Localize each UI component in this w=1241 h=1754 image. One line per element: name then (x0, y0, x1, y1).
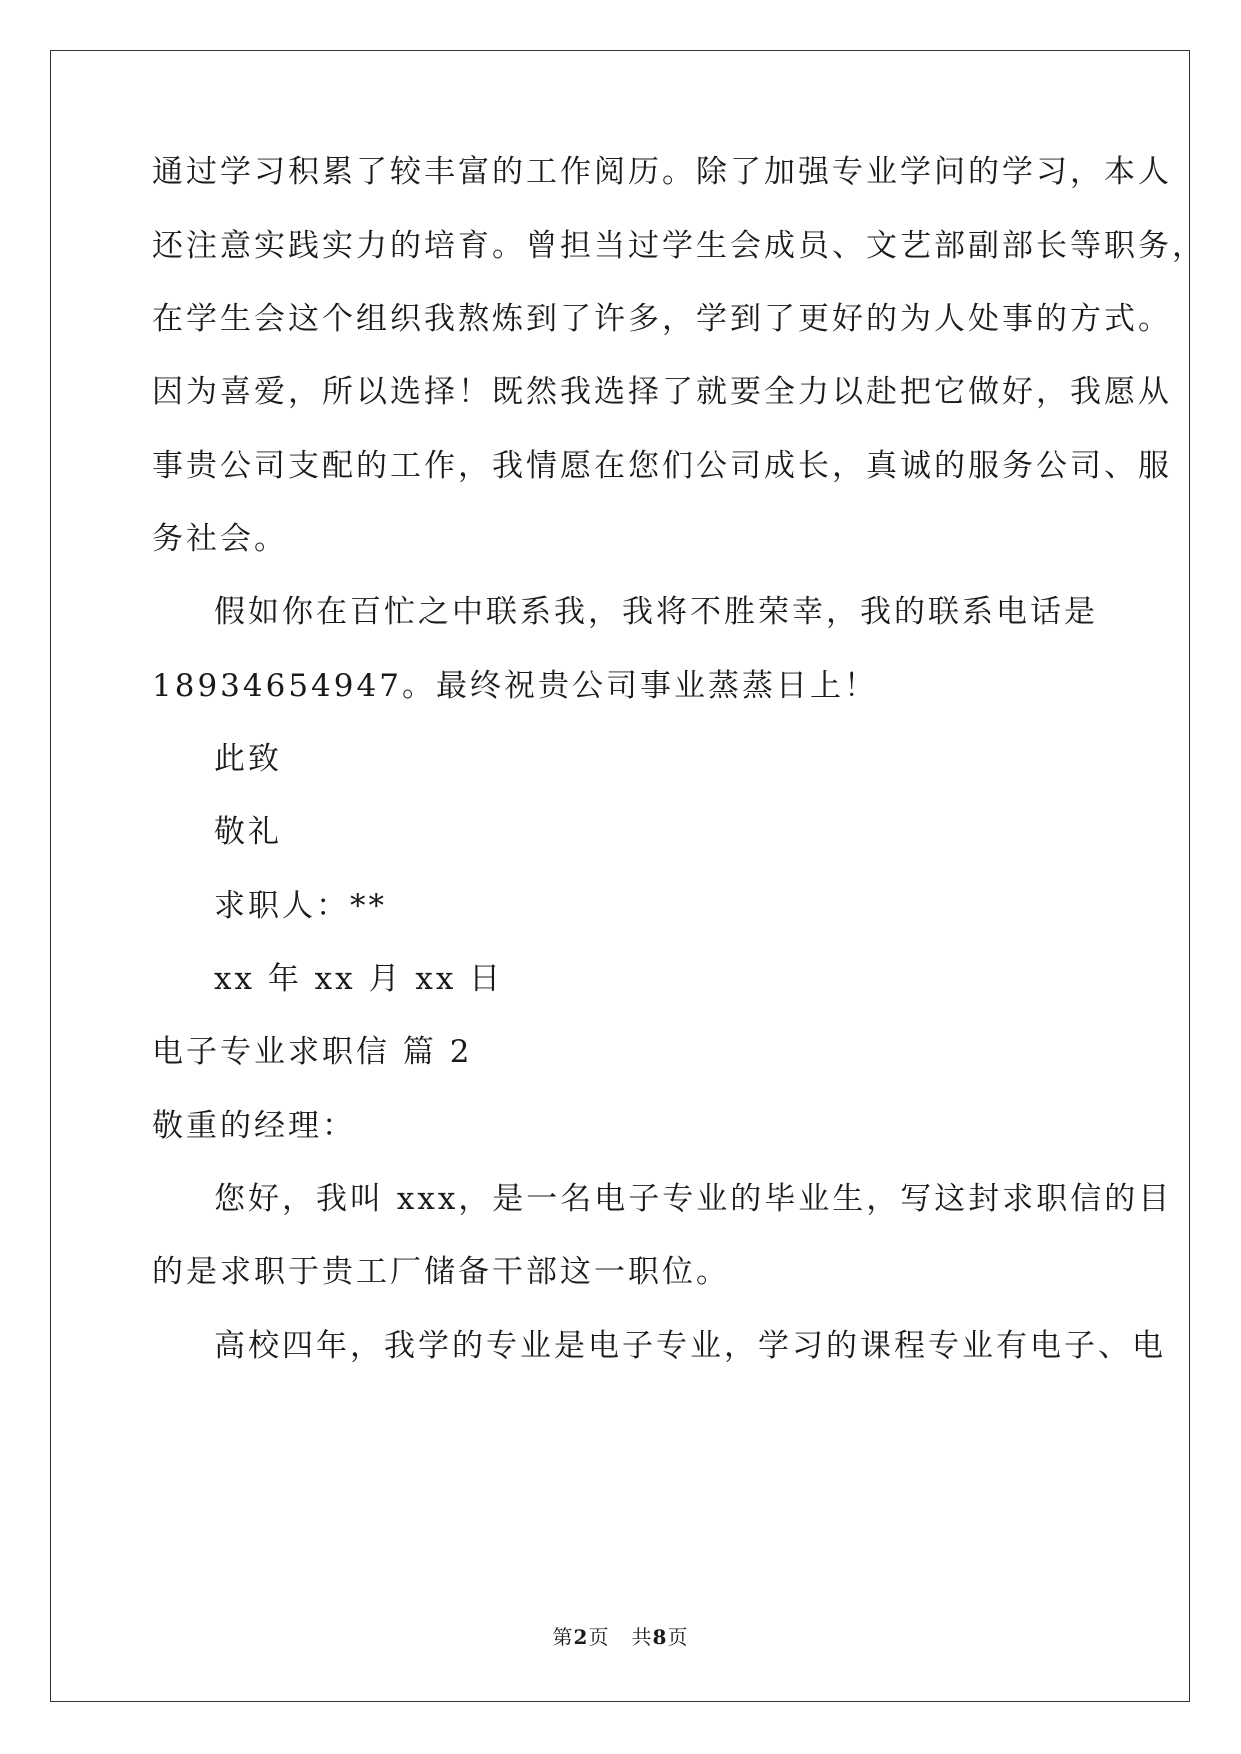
paragraph-line: 高校四年，我学的专业是电子专业，学习的课程专业有电子、电 (214, 1328, 1166, 1364)
paragraph-line: 因为喜爱，所以选择！既然我选择了就要全力以赴把它做好，我愿从 (152, 374, 1172, 410)
paragraph-line: 事贵公司支配的工作，我情愿在您们公司成长，真诚的服务公司、服 (152, 448, 1172, 484)
paragraph-line: 假如你在百忙之中联系我，我将不胜荣幸，我的联系电话是 (214, 594, 1098, 630)
paragraph-line: 在学生会这个组织我熬炼到了许多，学到了更好的为人处事的方式。 (152, 301, 1172, 337)
closing-salutation: 此致 (214, 741, 282, 777)
paragraph-line: 还注意实践实力的培育。曾担当过学生会成员、文艺部副部长等职务， (152, 228, 1206, 264)
footer-mid: 页 共 (588, 1625, 653, 1649)
closing-regards: 敬礼 (214, 814, 282, 850)
applicant-signature: 求职人：** (214, 888, 387, 924)
paragraph-line: 务社会。 (152, 521, 288, 557)
footer-total-pages: 8 (652, 1625, 668, 1649)
paragraph-line: 通过学习积累了较丰富的工作阅历。除了加强专业学问的学习，本人 (152, 154, 1172, 190)
page-border (50, 50, 1190, 1702)
section-heading: 电子专业求职信 篇 2 (152, 1034, 473, 1070)
letter-greeting: 敬重的经理： (152, 1108, 356, 1144)
footer-suffix: 页 (667, 1625, 689, 1649)
footer-prefix: 第 (552, 1625, 574, 1649)
paragraph-line: 您好，我叫 xxx，是一名电子专业的毕业生，写这封求职信的目 (214, 1181, 1173, 1217)
footer-current-page: 2 (573, 1625, 589, 1649)
paragraph-line: 的是求职于贵工厂储备干部这一职位。 (152, 1254, 730, 1290)
page-footer (0, 1625, 1241, 1649)
letter-date: xx 年 xx 月 xx 日 (214, 961, 504, 997)
paragraph-line: 18934654947。最终祝贵公司事业蒸蒸日上！ (152, 668, 878, 704)
